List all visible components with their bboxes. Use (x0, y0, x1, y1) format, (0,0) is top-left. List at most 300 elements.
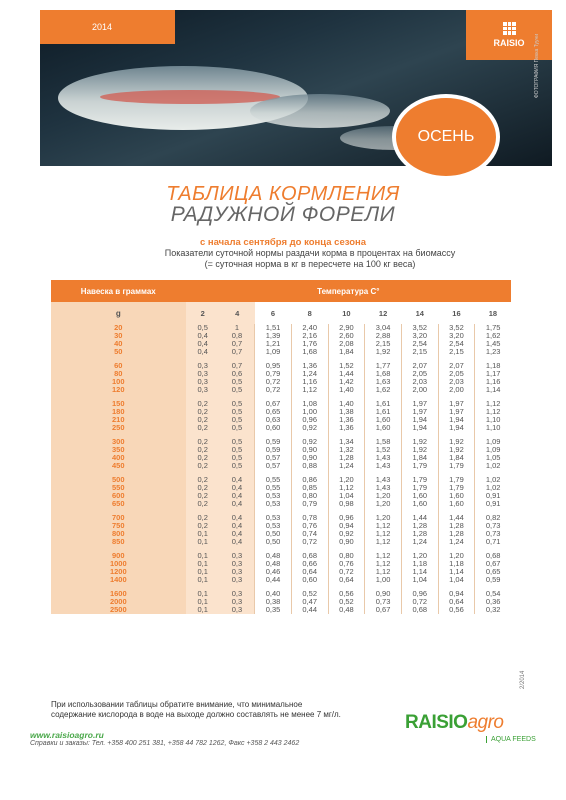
year-label: 2014 (92, 22, 113, 32)
rate-cell: 0,36 (475, 598, 511, 606)
rate-cell: 1,51 (255, 324, 292, 332)
rate-cell: 1,68 (365, 370, 402, 378)
rate-cell: 3,20 (401, 332, 438, 340)
weight-cell: 30 (51, 332, 186, 340)
rate-cell: 0,91 (475, 500, 511, 508)
rate-cell: 1,60 (401, 492, 438, 500)
rate-cell: 2,03 (401, 378, 438, 386)
rate-cell: 0,59 (255, 446, 292, 454)
rate-cell: 0,4 (220, 492, 255, 500)
rate-cell: 0,3 (186, 370, 220, 378)
rate-cell: 0,52 (291, 590, 328, 598)
rate-cell: 2,54 (438, 340, 475, 348)
rate-cell: 0,1 (186, 576, 220, 584)
weight-cell: 180 (51, 408, 186, 416)
rate-cell: 0,1 (186, 590, 220, 598)
rate-cell: 1,44 (401, 514, 438, 522)
rate-cell: 0,85 (291, 484, 328, 492)
rate-cell: 0,3 (220, 576, 255, 584)
rate-cell: 0,50 (255, 530, 292, 538)
note-line2: содержание кислорода в воде на выходе должно составлять не менее 7 мг/л. (51, 709, 341, 719)
rate-cell: 1,02 (475, 476, 511, 484)
rate-cell: 0,53 (255, 500, 292, 508)
rate-cell: 1,20 (328, 476, 365, 484)
rate-cell: 0,1 (186, 538, 220, 546)
rate-cell: 0,6 (220, 370, 255, 378)
rate-cell: 1 (220, 324, 255, 332)
rate-cell: 1,94 (401, 424, 438, 432)
rate-cell: 1,40 (328, 400, 365, 408)
rate-cell: 1,77 (365, 362, 402, 370)
weight-cell: 450 (51, 462, 186, 470)
rate-cell: 0,91 (475, 492, 511, 500)
weight-cell: 2000 (51, 598, 186, 606)
rate-cell: 0,72 (255, 386, 292, 394)
table-row (51, 606, 511, 614)
table-row (51, 500, 511, 508)
rate-cell: 0,67 (475, 560, 511, 568)
rate-cell: 0,3 (220, 560, 255, 568)
rate-cell: 1,16 (291, 378, 328, 386)
rate-cell: 1,02 (475, 484, 511, 492)
rate-cell: 1,10 (475, 424, 511, 432)
rate-cell: 1,84 (401, 454, 438, 462)
rate-cell: 0,52 (328, 598, 365, 606)
rate-cell: 1,92 (438, 438, 475, 446)
rate-cell: 0,2 (186, 492, 220, 500)
rate-cell: 1,12 (365, 530, 402, 538)
rate-cell: 1,34 (328, 438, 365, 446)
website-link[interactable]: www.raisioagro.ru (30, 730, 104, 740)
rate-cell: 1,79 (438, 462, 475, 470)
rate-cell: 0,68 (291, 552, 328, 560)
rate-cell: 0,35 (255, 606, 292, 614)
weight-cell: 60 (51, 362, 186, 370)
rate-cell: 1,12 (365, 522, 402, 530)
temp-col-header: 2 (186, 302, 220, 324)
rate-cell: 1,92 (438, 446, 475, 454)
rate-cell: 1,24 (438, 538, 475, 546)
rate-cell: 1,24 (328, 462, 365, 470)
rate-cell: 1,02 (475, 462, 511, 470)
rate-cell: 1,36 (328, 424, 365, 432)
rate-cell: 0,4 (220, 530, 255, 538)
rate-cell: 1,97 (438, 408, 475, 416)
oxygen-note (51, 700, 381, 719)
side-code: 2/2014 (520, 670, 526, 689)
weight-cell: 1400 (51, 576, 186, 584)
temp-col-header: 8 (291, 302, 328, 324)
rate-cell: 0,73 (365, 598, 402, 606)
rate-cell: 1,32 (328, 446, 365, 454)
rate-cell: 0,4 (220, 538, 255, 546)
rate-cell: 1,12 (365, 560, 402, 568)
rate-cell: 1,97 (401, 400, 438, 408)
rate-cell: 1,24 (291, 370, 328, 378)
rate-cell: 1,63 (365, 378, 402, 386)
rate-cell: 1,38 (328, 408, 365, 416)
table-body (51, 324, 511, 614)
rate-cell: 0,72 (291, 538, 328, 546)
rate-cell: 0,5 (220, 446, 255, 454)
rate-cell: 1,28 (438, 530, 475, 538)
rate-cell: 0,32 (475, 606, 511, 614)
rate-cell: 1,04 (328, 492, 365, 500)
rate-cell: 0,67 (255, 400, 292, 408)
rate-cell: 0,92 (328, 530, 365, 538)
rate-cell: 0,76 (328, 560, 365, 568)
rate-cell: 0,96 (328, 514, 365, 522)
rate-cell: 1,44 (438, 514, 475, 522)
feeding-table (51, 280, 511, 614)
rate-cell: 1,18 (401, 560, 438, 568)
rate-cell: 2,15 (401, 348, 438, 356)
season-label: ОСЕНЬ (417, 128, 475, 145)
rate-cell: 0,48 (255, 560, 292, 568)
rate-cell: 0,64 (291, 568, 328, 576)
rate-cell: 0,1 (186, 530, 220, 538)
rate-cell: 0,2 (186, 446, 220, 454)
rate-cell: 0,47 (291, 598, 328, 606)
rate-cell: 0,4 (220, 522, 255, 530)
rate-cell: 0,2 (186, 424, 220, 432)
rate-cell: 0,2 (186, 408, 220, 416)
rate-cell: 0,79 (255, 370, 292, 378)
rate-cell: 0,53 (255, 522, 292, 530)
year-tab (40, 10, 175, 44)
rate-cell: 1,00 (365, 576, 402, 584)
weight-cell: 300 (51, 438, 186, 446)
rate-cell: 1,28 (401, 530, 438, 538)
rate-cell: 1,36 (291, 362, 328, 370)
rate-cell: 1,61 (365, 408, 402, 416)
temp-col-header: 14 (401, 302, 438, 324)
rate-cell: 1,94 (438, 424, 475, 432)
rate-cell: 0,90 (291, 454, 328, 462)
weight-cell: 1200 (51, 568, 186, 576)
rate-cell: 1,12 (475, 400, 511, 408)
rate-cell: 0,2 (186, 438, 220, 446)
rate-cell: 3,52 (438, 324, 475, 332)
rate-cell: 0,95 (255, 362, 292, 370)
weight-cell: 1600 (51, 590, 186, 598)
rate-cell: 0,54 (475, 590, 511, 598)
rate-cell: 0,4 (220, 514, 255, 522)
rate-cell: 2,03 (438, 378, 475, 386)
rate-cell: 0,3 (220, 552, 255, 560)
rate-cell: 0,5 (220, 462, 255, 470)
rate-cell: 0,3 (186, 378, 220, 386)
rate-cell: 1,04 (401, 576, 438, 584)
rate-cell: 0,59 (475, 576, 511, 584)
season-badge (392, 94, 500, 180)
rate-cell: 1,61 (365, 400, 402, 408)
rate-cell: 1,12 (365, 538, 402, 546)
rate-cell: 3,20 (438, 332, 475, 340)
rate-cell: 0,2 (186, 462, 220, 470)
table-row (51, 462, 511, 470)
rate-cell: 1,14 (438, 568, 475, 576)
rate-cell: 1,09 (475, 438, 511, 446)
rate-cell: 0,92 (291, 438, 328, 446)
rate-cell: 0,74 (291, 530, 328, 538)
title-line2: РАДУЖНОЙ ФОРЕЛИ (170, 203, 396, 226)
rate-cell: 0,5 (220, 438, 255, 446)
rate-cell: 1,92 (401, 438, 438, 446)
rate-cell: 0,55 (255, 476, 292, 484)
rate-cell: 0,2 (186, 454, 220, 462)
rate-cell: 1,94 (401, 416, 438, 424)
rate-cell: 0,63 (255, 416, 292, 424)
weight-cell: 900 (51, 552, 186, 560)
rate-cell: 0,60 (255, 424, 292, 432)
description-line2: (= суточная норма в кг в пересчете на 100 кг веса) (204, 259, 416, 269)
rate-cell: 2,05 (401, 370, 438, 378)
rate-cell: 0,1 (186, 560, 220, 568)
rate-cell: 1,42 (328, 378, 365, 386)
rate-cell: 0,72 (328, 568, 365, 576)
rate-cell: 0,5 (186, 324, 220, 332)
rate-cell: 0,2 (186, 522, 220, 530)
rate-cell: 0,73 (475, 522, 511, 530)
rate-cell: 0,4 (220, 484, 255, 492)
rate-cell: 0,78 (291, 514, 328, 522)
rate-cell: 1,21 (255, 340, 292, 348)
rate-cell: 2,07 (401, 362, 438, 370)
rate-cell: 1,23 (475, 348, 511, 356)
rate-cell: 0,71 (475, 538, 511, 546)
temp-col-header: 6 (255, 302, 292, 324)
rate-cell: 1,68 (291, 348, 328, 356)
rate-cell: 1,60 (438, 492, 475, 500)
rate-cell: 0,48 (328, 606, 365, 614)
rate-cell: 0,94 (438, 590, 475, 598)
rate-cell: 1,28 (328, 454, 365, 462)
rate-cell: 1,76 (291, 340, 328, 348)
rate-cell: 1,28 (401, 522, 438, 530)
rate-cell: 1,20 (365, 514, 402, 522)
rate-cell: 1,14 (475, 386, 511, 394)
temp-col-header: 4 (220, 302, 255, 324)
rate-cell: 1,60 (438, 500, 475, 508)
rate-cell: 2,60 (328, 332, 365, 340)
rate-cell: 1,43 (365, 462, 402, 470)
rate-cell: 2,15 (438, 348, 475, 356)
raisio-grid-icon (503, 22, 516, 35)
rate-cell: 1,28 (438, 522, 475, 530)
rate-cell: 1,84 (438, 454, 475, 462)
rate-cell: 0,2 (186, 416, 220, 424)
rate-cell: 1,12 (365, 568, 402, 576)
temp-col-header: 12 (365, 302, 402, 324)
rate-cell: 1,12 (475, 408, 511, 416)
rate-cell: 1,60 (365, 424, 402, 432)
rate-cell: 1,20 (365, 500, 402, 508)
rate-cell: 0,79 (291, 500, 328, 508)
weight-cell: 150 (51, 400, 186, 408)
rate-cell: 0,7 (220, 348, 255, 356)
rate-cell: 3,04 (365, 324, 402, 332)
rate-cell: 1,18 (438, 560, 475, 568)
rate-cell: 1,79 (438, 484, 475, 492)
rate-cell: 1,36 (328, 416, 365, 424)
rate-cell: 2,05 (438, 370, 475, 378)
rate-cell: 0,1 (186, 606, 220, 614)
rate-cell: 0,3 (220, 568, 255, 576)
temp-col-header: 18 (475, 302, 511, 324)
raisio-agro-logo (405, 712, 503, 734)
rate-cell: 1,04 (438, 576, 475, 584)
rate-cell: 0,44 (291, 606, 328, 614)
weight-cell: 600 (51, 492, 186, 500)
rate-cell: 1,52 (328, 362, 365, 370)
rate-cell: 0,3 (220, 590, 255, 598)
rate-cell: 0,88 (291, 462, 328, 470)
table-row (51, 348, 511, 356)
rate-cell: 1,79 (401, 462, 438, 470)
weight-cell: 50 (51, 348, 186, 356)
rate-cell: 0,53 (255, 492, 292, 500)
rate-cell: 0,2 (186, 484, 220, 492)
weight-cell: 650 (51, 500, 186, 508)
rate-cell: 1,84 (328, 348, 365, 356)
rate-cell: 0,80 (328, 552, 365, 560)
rate-cell: 1,60 (365, 416, 402, 424)
rate-cell: 2,08 (328, 340, 365, 348)
rate-cell: 1,00 (291, 408, 328, 416)
rate-cell: 1,12 (328, 484, 365, 492)
rate-cell: 0,3 (186, 386, 220, 394)
rate-cell: 0,90 (328, 538, 365, 546)
rate-cell: 0,86 (291, 476, 328, 484)
weight-cell: 80 (51, 370, 186, 378)
weight-cell: 700 (51, 514, 186, 522)
rate-cell: 1,17 (475, 370, 511, 378)
rate-cell: 0,2 (186, 476, 220, 484)
weight-cell: 210 (51, 416, 186, 424)
subtitle: с начала сентября до конца сезона (199, 237, 367, 248)
rate-cell: 0,66 (291, 560, 328, 568)
weight-cell: 350 (51, 446, 186, 454)
rate-cell: 1,75 (475, 324, 511, 332)
rate-cell: 0,1 (186, 568, 220, 576)
rate-cell: 1,40 (328, 386, 365, 394)
rate-cell: 1,18 (475, 362, 511, 370)
rate-cell: 1,09 (255, 348, 292, 356)
rate-cell: 0,68 (401, 606, 438, 614)
rate-cell: 1,39 (255, 332, 292, 340)
rate-cell: 1,60 (401, 500, 438, 508)
rate-cell: 2,16 (291, 332, 328, 340)
rate-cell: 1,79 (438, 476, 475, 484)
rate-cell: 1,94 (438, 416, 475, 424)
weight-cell: 400 (51, 454, 186, 462)
table-row (51, 576, 511, 584)
rate-cell: 0,60 (291, 576, 328, 584)
temp-col-header: 16 (438, 302, 475, 324)
trout-stripe (100, 90, 280, 104)
rate-cell: 0,53 (255, 514, 292, 522)
weight-cell: 1000 (51, 560, 186, 568)
rate-cell: 0,76 (291, 522, 328, 530)
rate-cell: 1,44 (328, 370, 365, 378)
rate-cell: 0,64 (438, 598, 475, 606)
title-line1: ТАБЛИЦА КОРМЛЕНИЯ (166, 183, 400, 205)
logo-main: RAISIO (405, 712, 468, 733)
rate-cell: 1,12 (365, 552, 402, 560)
rate-cell: 0,38 (255, 598, 292, 606)
rate-cell: 0,4 (186, 332, 220, 340)
weight-cell: 120 (51, 386, 186, 394)
rate-cell: 0,68 (475, 552, 511, 560)
rate-cell: 2,88 (365, 332, 402, 340)
rate-cell: 0,5 (220, 408, 255, 416)
weight-cell: 40 (51, 340, 186, 348)
rate-cell: 0,56 (438, 606, 475, 614)
weight-cell: 2500 (51, 606, 186, 614)
rate-cell: 1,58 (365, 438, 402, 446)
rate-cell: 1,43 (365, 476, 402, 484)
rate-cell: 0,4 (220, 476, 255, 484)
rate-cell: 1,92 (401, 446, 438, 454)
unit-header: g (51, 302, 186, 324)
temperature-header: Температура С° (186, 280, 511, 302)
rate-cell: 0,94 (328, 522, 365, 530)
rate-cell: 0,3 (220, 598, 255, 606)
rate-cell: 1,09 (475, 446, 511, 454)
rate-cell: 0,4 (220, 500, 255, 508)
rate-cell: 0,7 (220, 340, 255, 348)
rate-cell: 0,2 (186, 400, 220, 408)
table-row (51, 538, 511, 546)
rate-cell: 2,00 (401, 386, 438, 394)
rate-cell: 1,12 (291, 386, 328, 394)
rate-cell: 1,43 (365, 484, 402, 492)
rate-cell: 1,08 (291, 400, 328, 408)
rate-cell: 0,72 (255, 378, 292, 386)
logo-subtitle: AQUA FEEDS (486, 736, 536, 743)
rate-cell: 1,16 (475, 378, 511, 386)
rate-cell: 0,1 (186, 598, 220, 606)
rate-cell: 0,1 (186, 552, 220, 560)
rate-cell: 0,65 (475, 568, 511, 576)
rate-cell: 0,98 (328, 500, 365, 508)
logo-agro: agro (467, 712, 504, 733)
rate-cell: 0,3 (186, 362, 220, 370)
rate-cell: 1,52 (365, 446, 402, 454)
rate-cell: 0,5 (220, 416, 255, 424)
rate-cell: 1,20 (365, 492, 402, 500)
rate-cell: 1,14 (401, 568, 438, 576)
rate-cell: 0,57 (255, 454, 292, 462)
temp-col-header: 10 (328, 302, 365, 324)
rate-cell: 0,92 (291, 424, 328, 432)
note-line1: При использовании таблицы обратите внимание, что минимальное (51, 700, 303, 709)
rate-cell: 2,54 (401, 340, 438, 348)
weight-header: Навеска в граммах (51, 280, 186, 302)
rate-cell: 0,96 (291, 416, 328, 424)
rate-cell: 0,5 (220, 400, 255, 408)
brand-label: RAISIO (493, 38, 525, 48)
description-line1: Показатели суточной нормы раздачи корма в процентах на биомассу (164, 248, 456, 258)
weight-cell: 100 (51, 378, 186, 386)
table-row (51, 386, 511, 394)
rate-cell: 0,2 (186, 500, 220, 508)
rate-cell: 0,48 (255, 552, 292, 560)
rate-cell: 0,96 (401, 590, 438, 598)
rate-cell: 1,10 (475, 416, 511, 424)
rate-cell: 0,4 (186, 348, 220, 356)
